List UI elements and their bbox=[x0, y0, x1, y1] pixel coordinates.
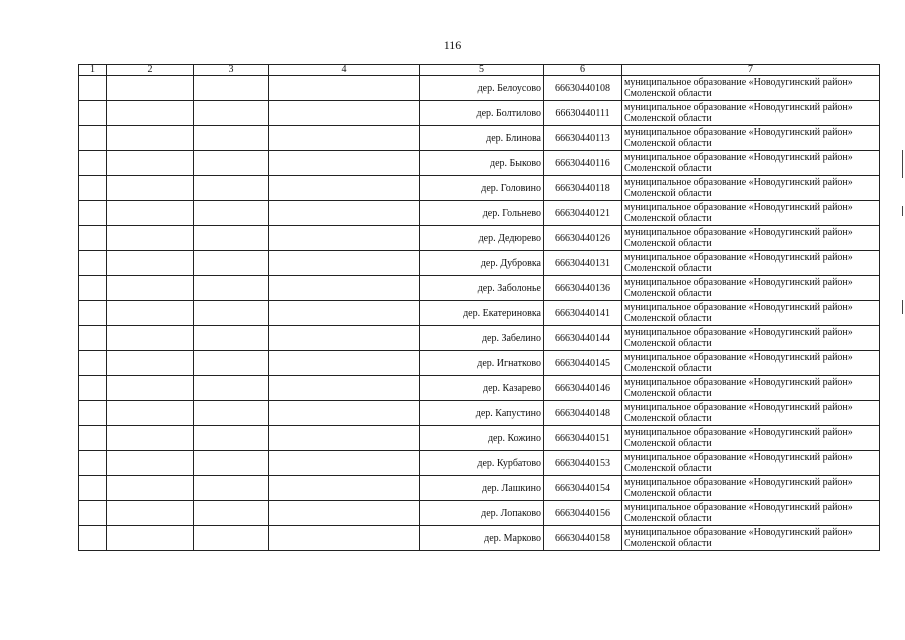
table-cell-c1 bbox=[79, 226, 107, 251]
municipality-line: муниципальное образование «Новодугинский район» bbox=[624, 402, 853, 413]
table-cell-c2 bbox=[107, 101, 194, 126]
column-header: 1 bbox=[79, 65, 107, 76]
table-cell-c5: дер. Лопаково bbox=[420, 501, 544, 526]
table-cell-c6: 66630440153 bbox=[544, 451, 622, 476]
table-cell-c2 bbox=[107, 176, 194, 201]
municipality-line: муниципальное образование «Новодугинский район» bbox=[624, 177, 853, 188]
table-cell-c1 bbox=[79, 301, 107, 326]
table-cell-c5: дер. Забелино bbox=[420, 326, 544, 351]
table-cell-c5: дер. Игнатково bbox=[420, 351, 544, 376]
table-cell-c4 bbox=[269, 376, 420, 401]
column-header: 5 bbox=[420, 65, 544, 76]
region-line: Смоленской области bbox=[624, 413, 712, 424]
table-cell-c2 bbox=[107, 201, 194, 226]
table-cell-c1 bbox=[79, 176, 107, 201]
table-row bbox=[79, 276, 880, 301]
table-row bbox=[79, 526, 880, 551]
table-cell-c6: 66630440146 bbox=[544, 376, 622, 401]
table-cell-c6: 66630440158 bbox=[544, 526, 622, 551]
table-cell-c4 bbox=[269, 76, 420, 101]
table-cell-c6: 66630440136 bbox=[544, 276, 622, 301]
table-cell-c1 bbox=[79, 351, 107, 376]
table-row bbox=[79, 376, 880, 401]
table-cell-c7 bbox=[622, 101, 880, 126]
region-line: Смоленской области bbox=[624, 313, 712, 324]
table-row bbox=[79, 101, 880, 126]
table-cell-c5: дер. Кожино bbox=[420, 426, 544, 451]
table-cell-c2 bbox=[107, 226, 194, 251]
table-cell-c5: дер. Заболонье bbox=[420, 276, 544, 301]
table-cell-c7 bbox=[622, 326, 880, 351]
table-cell-c6: 66630440113 bbox=[544, 126, 622, 151]
municipality-line: муниципальное образование «Новодугинский район» bbox=[624, 277, 853, 288]
table-cell-c4 bbox=[269, 326, 420, 351]
table-cell-c1 bbox=[79, 526, 107, 551]
column-header: 4 bbox=[269, 65, 420, 76]
table-cell-c1 bbox=[79, 476, 107, 501]
column-header: 3 bbox=[194, 65, 269, 76]
region-line: Смоленской области bbox=[624, 88, 712, 99]
table-cell-c4 bbox=[269, 151, 420, 176]
table-cell-c6: 66630440126 bbox=[544, 226, 622, 251]
table-cell-c5: дер. Быково bbox=[420, 151, 544, 176]
table-cell-c5: дер. Курбатово bbox=[420, 451, 544, 476]
region-line: Смоленской области bbox=[624, 463, 712, 474]
table-cell-c6: 66630440111 bbox=[544, 101, 622, 126]
municipality-line: муниципальное образование «Новодугинский район» bbox=[624, 152, 853, 163]
table-cell-c3 bbox=[194, 226, 269, 251]
table-cell-c7 bbox=[622, 526, 880, 551]
table-cell-c4 bbox=[269, 501, 420, 526]
table-row bbox=[79, 351, 880, 376]
municipality-line: муниципальное образование «Новодугинский район» bbox=[624, 502, 853, 513]
table-row bbox=[79, 426, 880, 451]
municipality-line: муниципальное образование «Новодугинский район» bbox=[624, 302, 853, 313]
table-cell-c4 bbox=[269, 526, 420, 551]
table-cell-c3 bbox=[194, 301, 269, 326]
table-cell-c1 bbox=[79, 376, 107, 401]
table-cell-c1 bbox=[79, 501, 107, 526]
table-cell-c6: 66630440154 bbox=[544, 476, 622, 501]
table-cell-c3 bbox=[194, 526, 269, 551]
table-cell-c3 bbox=[194, 326, 269, 351]
region-line: Смоленской области bbox=[624, 363, 712, 374]
table-cell-c7 bbox=[622, 426, 880, 451]
table-row bbox=[79, 76, 880, 101]
table-cell-c5: дер. Болтилово bbox=[420, 101, 544, 126]
page-number: 116 bbox=[443, 38, 462, 52]
column-header: 2 bbox=[107, 65, 194, 76]
region-line: Смоленской области bbox=[624, 288, 712, 299]
table-row bbox=[79, 251, 880, 276]
table-cell-c6: 66630440151 bbox=[544, 426, 622, 451]
region-line: Смоленской области bbox=[624, 113, 712, 124]
column-header: 7 bbox=[622, 65, 880, 76]
table-cell-c3 bbox=[194, 276, 269, 301]
table-row bbox=[79, 226, 880, 251]
table-cell-c6: 66630440118 bbox=[544, 176, 622, 201]
table-cell-c5: дер. Лашкино bbox=[420, 476, 544, 501]
table-cell-c3 bbox=[194, 401, 269, 426]
table-cell-c3 bbox=[194, 101, 269, 126]
table-cell-c6: 66630440131 bbox=[544, 251, 622, 276]
settlement-registry-table bbox=[78, 64, 880, 551]
table-cell-c4 bbox=[269, 226, 420, 251]
table-cell-c3 bbox=[194, 476, 269, 501]
table-cell-c7 bbox=[622, 251, 880, 276]
table-cell-c2 bbox=[107, 276, 194, 301]
table-cell-c1 bbox=[79, 101, 107, 126]
table-row bbox=[79, 176, 880, 201]
table-cell-c6: 66630440108 bbox=[544, 76, 622, 101]
table-cell-c6: 66630440156 bbox=[544, 501, 622, 526]
table-cell-c2 bbox=[107, 351, 194, 376]
table-cell-c5: дер. Екатериновка bbox=[420, 301, 544, 326]
table-row bbox=[79, 401, 880, 426]
table-cell-c1 bbox=[79, 276, 107, 301]
table-cell-c2 bbox=[107, 301, 194, 326]
table-cell-c7 bbox=[622, 451, 880, 476]
table-cell-c4 bbox=[269, 276, 420, 301]
region-line: Смоленской области bbox=[624, 263, 712, 274]
scan-margin-mark bbox=[902, 300, 903, 314]
municipality-line: муниципальное образование «Новодугинский район» bbox=[624, 252, 853, 263]
table-cell-c6: 66630440121 bbox=[544, 201, 622, 226]
table-cell-c5: дер. Казарево bbox=[420, 376, 544, 401]
table-cell-c2 bbox=[107, 426, 194, 451]
table-cell-c1 bbox=[79, 401, 107, 426]
table-cell-c4 bbox=[269, 476, 420, 501]
table-cell-c3 bbox=[194, 201, 269, 226]
table-row bbox=[79, 326, 880, 351]
region-line: Смоленской области bbox=[624, 138, 712, 149]
table-cell-c4 bbox=[269, 426, 420, 451]
column-header: 6 bbox=[544, 65, 622, 76]
table-cell-c2 bbox=[107, 451, 194, 476]
table-cell-c5: дер. Капустино bbox=[420, 401, 544, 426]
table-cell-c3 bbox=[194, 251, 269, 276]
table-cell-c5: дер. Блинова bbox=[420, 126, 544, 151]
municipality-line: муниципальное образование «Новодугинский район» bbox=[624, 352, 853, 363]
table-cell-c2 bbox=[107, 401, 194, 426]
table-cell-c7 bbox=[622, 226, 880, 251]
table-cell-c3 bbox=[194, 126, 269, 151]
table-row bbox=[79, 301, 880, 326]
table-cell-c5: дер. Белоусово bbox=[420, 76, 544, 101]
table-cell-c2 bbox=[107, 326, 194, 351]
table-cell-c6: 66630440141 bbox=[544, 301, 622, 326]
table-cell-c3 bbox=[194, 376, 269, 401]
table-cell-c2 bbox=[107, 476, 194, 501]
table-cell-c4 bbox=[269, 351, 420, 376]
table-cell-c4 bbox=[269, 101, 420, 126]
table-cell-c6: 66630440144 bbox=[544, 326, 622, 351]
table-cell-c4 bbox=[269, 251, 420, 276]
table-cell-c5: дер. Марково bbox=[420, 526, 544, 551]
scan-margin-mark bbox=[902, 150, 903, 178]
table-cell-c2 bbox=[107, 151, 194, 176]
table-cell-c7 bbox=[622, 501, 880, 526]
municipality-line: муниципальное образование «Новодугинский район» bbox=[624, 452, 853, 463]
table-cell-c3 bbox=[194, 501, 269, 526]
table-cell-c7 bbox=[622, 176, 880, 201]
header-row bbox=[79, 65, 880, 76]
municipality-line: муниципальное образование «Новодугинский район» bbox=[624, 202, 853, 213]
region-line: Смоленской области bbox=[624, 438, 712, 449]
table-cell-c3 bbox=[194, 451, 269, 476]
table-cell-c1 bbox=[79, 426, 107, 451]
table-cell-c7 bbox=[622, 126, 880, 151]
table-cell-c2 bbox=[107, 251, 194, 276]
scan-margin-mark bbox=[902, 206, 903, 216]
table-row bbox=[79, 451, 880, 476]
table-cell-c3 bbox=[194, 426, 269, 451]
municipality-line: муниципальное образование «Новодугинский район» bbox=[624, 227, 853, 238]
table-cell-c1 bbox=[79, 451, 107, 476]
table-cell-c6: 66630440145 bbox=[544, 351, 622, 376]
region-line: Смоленской области bbox=[624, 163, 712, 174]
table-cell-c6: 66630440116 bbox=[544, 151, 622, 176]
region-line: Смоленской области bbox=[624, 488, 712, 499]
table-cell-c3 bbox=[194, 76, 269, 101]
table-cell-c6: 66630440148 bbox=[544, 401, 622, 426]
municipality-line: муниципальное образование «Новодугинский район» bbox=[624, 477, 853, 488]
table-cell-c2 bbox=[107, 501, 194, 526]
table-row bbox=[79, 126, 880, 151]
region-line: Смоленской области bbox=[624, 188, 712, 199]
table-header bbox=[79, 65, 880, 76]
table-cell-c4 bbox=[269, 126, 420, 151]
table-cell-c4 bbox=[269, 201, 420, 226]
table-cell-c7 bbox=[622, 151, 880, 176]
table-cell-c3 bbox=[194, 151, 269, 176]
table-cell-c2 bbox=[107, 526, 194, 551]
table-cell-c7 bbox=[622, 476, 880, 501]
region-line: Смоленской области bbox=[624, 513, 712, 524]
table-cell-c5: дер. Дедюрево bbox=[420, 226, 544, 251]
table-row bbox=[79, 151, 880, 176]
table-cell-c7 bbox=[622, 351, 880, 376]
table-cell-c7 bbox=[622, 401, 880, 426]
table-cell-c4 bbox=[269, 401, 420, 426]
region-line: Смоленской области bbox=[624, 213, 712, 224]
municipality-line: муниципальное образование «Новодугинский район» bbox=[624, 102, 853, 113]
table-cell-c5: дер. Дубровка bbox=[420, 251, 544, 276]
table-cell-c2 bbox=[107, 376, 194, 401]
municipality-line: муниципальное образование «Новодугинский район» bbox=[624, 427, 853, 438]
table-cell-c2 bbox=[107, 76, 194, 101]
table-cell-c5: дер. Гольнево bbox=[420, 201, 544, 226]
table-row bbox=[79, 201, 880, 226]
table-cell-c1 bbox=[79, 326, 107, 351]
municipality-line: муниципальное образование «Новодугинский район» bbox=[624, 527, 853, 538]
municipality-line: муниципальное образование «Новодугинский район» bbox=[624, 377, 853, 388]
region-line: Смоленской области bbox=[624, 538, 712, 549]
municipality-line: муниципальное образование «Новодугинский район» bbox=[624, 77, 853, 88]
table-cell-c4 bbox=[269, 301, 420, 326]
table-cell-c7 bbox=[622, 301, 880, 326]
municipality-line: муниципальное образование «Новодугинский район» bbox=[624, 127, 853, 138]
table-cell-c7 bbox=[622, 376, 880, 401]
table-cell-c7 bbox=[622, 276, 880, 301]
table-row bbox=[79, 501, 880, 526]
region-line: Смоленской области bbox=[624, 238, 712, 249]
table-body bbox=[79, 76, 880, 551]
table-cell-c1 bbox=[79, 201, 107, 226]
municipality-line: муниципальное образование «Новодугинский район» bbox=[624, 327, 853, 338]
table-cell-c4 bbox=[269, 176, 420, 201]
table-cell-c7 bbox=[622, 201, 880, 226]
table-cell-c2 bbox=[107, 126, 194, 151]
table-cell-c4 bbox=[269, 451, 420, 476]
table-cell-c3 bbox=[194, 176, 269, 201]
region-line: Смоленской области bbox=[624, 388, 712, 399]
table-cell-c1 bbox=[79, 76, 107, 101]
table-cell-c1 bbox=[79, 251, 107, 276]
table-cell-c1 bbox=[79, 151, 107, 176]
table-cell-c1 bbox=[79, 126, 107, 151]
table-cell-c7 bbox=[622, 76, 880, 101]
table-row bbox=[79, 476, 880, 501]
table-cell-c3 bbox=[194, 351, 269, 376]
table-cell-c5: дер. Головино bbox=[420, 176, 544, 201]
region-line: Смоленской области bbox=[624, 338, 712, 349]
